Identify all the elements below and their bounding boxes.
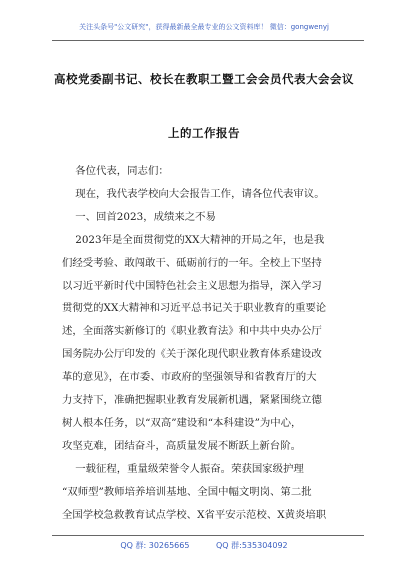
section-heading: 一、回首2023，成绩来之不易 bbox=[62, 210, 216, 223]
body-line: 树人根本任务，以“双高”建设和“本科建设”为中心， bbox=[62, 416, 302, 429]
header-divider bbox=[52, 40, 364, 41]
body-line: 全国学校急救教育试点学校、X省平安示范校、X黄炎培职 bbox=[62, 508, 327, 521]
document-body bbox=[62, 160, 360, 527]
body-line: 2023年是全面贯彻党的XX大精神的开局之年，也是我 bbox=[62, 233, 325, 246]
body-line: “双师型”教师培养培训基地、全国中幅文明岗、第二批 bbox=[62, 485, 312, 498]
footer-qq-group-2: QQ 群:535304092 bbox=[216, 541, 288, 550]
body-line: 贯彻党的XX大精神和习近平总书记关于职业教育的重要论 bbox=[62, 302, 327, 315]
footer-divider bbox=[52, 535, 364, 536]
body-line: 一载征程，重量级荣誉令人振奋。荣获国家级护理 bbox=[62, 462, 304, 475]
body-line: 力支持下，准确把握职业教育发展新机遇，紧紧围绕立德 bbox=[62, 394, 322, 407]
body-line: 各位代表，同志们： bbox=[62, 165, 169, 177]
body-line: 国务院办公厅印发的《关于深化现代职业教育体系建设改 bbox=[62, 348, 322, 361]
document-title-line-1: 高校党委副书记、校长在教职工暨工会会员代表大会会议 bbox=[54, 72, 354, 86]
footer-qq-group-1: QQ 群: 30265665 bbox=[120, 541, 190, 550]
body-line: 述，全面落实新修订的《职业教育法》和中共中央办公厅 bbox=[62, 325, 322, 338]
body-line: 以习近平新时代中国特色社会主义思想为指导，深入学习 bbox=[62, 279, 322, 292]
document-title-line-2: 上的工作报告 bbox=[168, 126, 240, 140]
body-line: 现在，我代表学校向大会报告工作，请各位代表审议。 bbox=[62, 187, 325, 200]
body-line: 们经受考验、敢闯敢干、砥砺前行的一年。全校上下坚持 bbox=[62, 256, 322, 269]
header-notice: 关注头条号"公文研究"，获得最新最全最专业的公文资料库！ 微信：gongwenyj bbox=[79, 23, 329, 31]
body-line: 革的意见》，在市委、市政府的坚强领导和省教育厅的大 bbox=[62, 371, 317, 384]
page-footer bbox=[0, 540, 408, 551]
body-line: 攻坚克难，团结奋斗，高质量发展不断跃上新台阶。 bbox=[62, 439, 301, 452]
